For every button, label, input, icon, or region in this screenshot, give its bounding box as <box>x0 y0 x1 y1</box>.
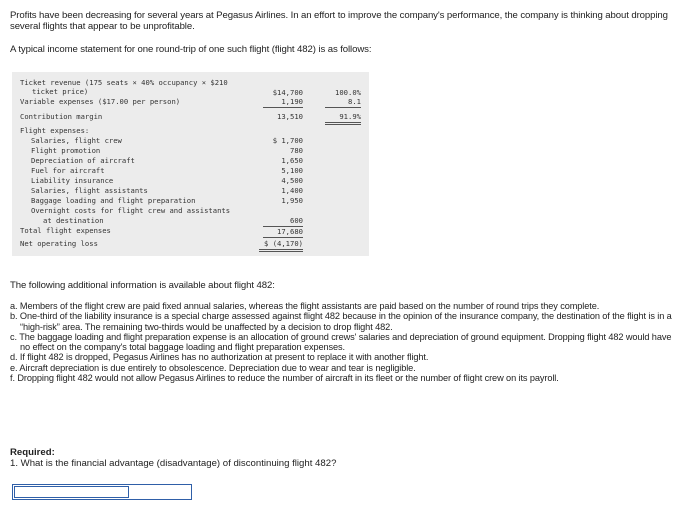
expense-label: Fuel for aircraft <box>31 166 105 175</box>
variable-expenses-pct: 8.1 <box>348 97 361 106</box>
additional-info-list <box>10 301 682 383</box>
list-item: d. If flight 482 is dropped, Pegasus Airlines has no authorization at present to replace it with another flight. <box>10 352 429 363</box>
expense-value: 1,400 <box>281 186 303 195</box>
expense-value: $ 1,700 <box>272 136 303 145</box>
expense-label: Salaries, flight crew <box>31 136 122 145</box>
required-heading: Required: <box>10 447 55 458</box>
overnight-costs-label: Overnight costs for flight crew and assistants <box>31 206 231 215</box>
underline <box>263 237 303 238</box>
answer-field[interactable] <box>12 484 192 500</box>
total-flight-expenses-label: Total flight expenses <box>20 226 111 235</box>
ticket-revenue-label: Ticket revenue (175 seats × 40% occupancy × $210 <box>20 78 228 87</box>
contribution-margin-label: Contribution margin <box>20 112 103 121</box>
expense-value: 5,100 <box>281 166 303 175</box>
expense-value: 1,650 <box>281 156 303 165</box>
list-item: a. Members of the flight crew are paid fixed annual salaries, whereas the flight assistants are paid based on the number of round trips they complete. <box>10 301 600 311</box>
expense-label: Liability insurance <box>31 176 114 185</box>
total-flight-expenses-value: 17,680 <box>277 227 303 236</box>
net-operating-loss-value: $ (4,170) <box>264 239 303 248</box>
list-item: b. One-third of the liability insurance is a special charge assessed against flight 482 because in the opinion of the insurance company, the destination of the flight is in a “high-risk” area. The remaining two-thirds would be unaffected by a decision to drop flight 482. <box>10 311 672 332</box>
list-item: e. Aircraft depreciation is due entirely to obsolescence. Depreciation due to wear and tear is negligible. <box>10 362 416 373</box>
question-1: 1. What is the financial advantage (disadvantage) of discontinuing flight 482? <box>10 458 337 469</box>
ticket-revenue-label-cont: ticket price) <box>32 87 89 96</box>
variable-expenses-label: Variable expenses ($17.00 per person) <box>20 97 181 106</box>
underline <box>325 107 361 108</box>
expense-value: 780 <box>290 146 303 155</box>
additional-info-intro: The following additional information is available about flight 482: <box>10 280 275 291</box>
double-underline <box>259 249 303 250</box>
income-statement <box>12 72 369 256</box>
double-underline <box>325 122 361 123</box>
overnight-costs-label-cont: at destination <box>43 216 104 225</box>
expense-value: 4,500 <box>281 176 303 185</box>
expense-value: 1,950 <box>281 196 303 205</box>
expense-label: Salaries, flight assistants <box>31 186 148 195</box>
contribution-margin-pct: 91.9% <box>339 112 361 121</box>
underline <box>263 107 303 108</box>
double-underline <box>259 251 303 252</box>
intro-paragraph: Profits have been decreasing for several years at Pegasus Airlines. In an effort to improve the company's performance, the company is thinking about dropping several flights that appear to be unprofitable. <box>10 10 668 33</box>
ticket-revenue-pct: 100.0% <box>335 88 361 97</box>
expense-label: Flight promotion <box>31 146 101 155</box>
contribution-margin-value: 13,510 <box>277 112 303 121</box>
flight-expenses-label: Flight expenses: <box>20 126 90 135</box>
overnight-costs-value: 600 <box>290 216 303 225</box>
expense-label: Depreciation of aircraft <box>31 156 135 165</box>
ticket-revenue-value: $14,700 <box>272 88 303 97</box>
variable-expenses-value: 1,190 <box>281 97 303 106</box>
net-operating-loss-label: Net operating loss <box>20 239 98 248</box>
list-item: f. Dropping flight 482 would not allow Pegasus Airlines to reduce the number of aircraft in its fleet or the number of flight crew on its payroll. <box>10 373 559 384</box>
typical-statement-intro: A typical income statement for one round-trip of one such flight (flight 482) is as follows: <box>10 44 372 55</box>
expense-label: Baggage loading and flight preparation <box>31 196 196 205</box>
answer-input[interactable] <box>14 486 129 498</box>
list-item: c. The baggage loading and flight preparation expense is an allocation of ground crews' salaries and depreciation of ground equipment. Dropping flight 482 would have no effect on the company's total baggage loading and flight preparation expenses. <box>10 331 672 353</box>
double-underline <box>325 124 361 125</box>
